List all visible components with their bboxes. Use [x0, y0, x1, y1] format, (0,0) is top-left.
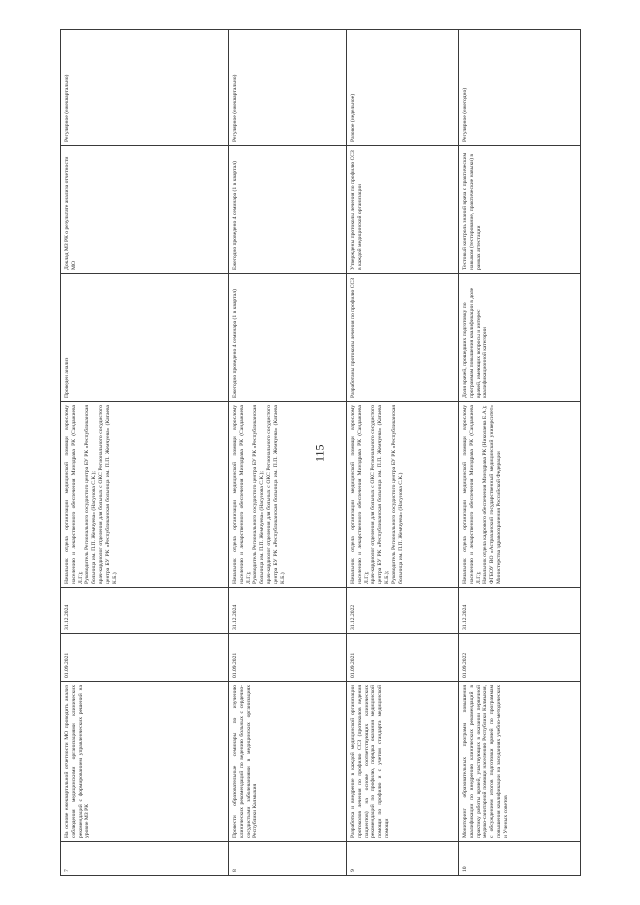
regularity: Разовое (недельное) [347, 30, 459, 146]
responsible-entry: Руководитель Регионального сосудистого центра БУ РК «Республиканская больница им. П.П. Жемчуева» (Насунова С.К.) [390, 405, 404, 584]
responsible-entry: Начальник отдела кадрового обеспечения Минздрава РК (Николаева Е.А.); [482, 405, 489, 584]
indicator: Тестовый контроль знаний врача с практическим навыком (тестирование, практические навыки) в рамках аттестации [459, 146, 581, 274]
event-description: Разработка и внедрение в каждой медицинской организации протоколов лечения по профилю ССЗ (протоколов ведения пациентов) на основе соответствующих клинических рекомендаций по профилю, порядка оказания медицинской помощи по профилю и с учетом стандарта медицинской помощи [347, 682, 459, 842]
responsible-entry: врач-кардиолог отделения для больных с ОКС Регионального сосудистого центра БУ РК «Республиканская больница им. П.П. Жемчуева» (Катаева К.Б.) [266, 405, 286, 584]
expected-result: Разработаны протоколы лечения по профилю ССЗ [347, 274, 459, 402]
responsible-entry: ФГБОУ ВО «Астраханский государственный медицинский университет» Министерства здравоохранения Российской Федерации [489, 405, 503, 584]
responsible-persons [347, 402, 459, 588]
start-date: 01.09.2021 [229, 634, 347, 682]
table-row [61, 30, 229, 876]
responsible-entry: Начальник отдела организации медицинской помощи взрослому населению и лекарственного обеспечения Минздрава РК (Сандажиева Л.Г.); [232, 405, 252, 584]
table-row [459, 30, 581, 876]
event-description: Мониторинг образовательных программ повышения квалификации по внедрению клинических рекомендаций в практику работы врачей, участвующих в оказании первичной медико-санитарной помощи населению Республики Калмыкия, с обсуждением итогов подготовки врачей по программам повышения квалификации на заседаниях учебно-методических и Ученых советов [459, 682, 581, 842]
responsible-entry: врач-кардиолог отделения для больных с ОКС Регионального сосудистого центра БУ РК «Республиканская больница им. П.П. Жемчуева» (Катаева К.Б.); [370, 405, 391, 584]
responsible-persons [459, 402, 581, 588]
end-date: 31.12.2024 [229, 588, 347, 634]
responsible-entry: Начальник отдела организации медицинской помощи взрослому населению и лекарственного обеспечения Минздрава РК (Сандажиева Л.Г.); [350, 405, 370, 584]
expected-result: Проведен анализ [61, 274, 229, 402]
table-row [347, 30, 459, 876]
start-date: 01.09.2021 [347, 634, 459, 682]
start-date: 01.09.2022 [459, 634, 581, 682]
responsible-entry: Руководитель Регионального сосудистого центра БУ РК «Республиканская больница им. П.П. Жемчуева» (Насунова С.К.); [84, 405, 98, 584]
row-number: 9 [347, 842, 459, 876]
end-date: 31.12.2024 [459, 588, 581, 634]
row-number: 7 [61, 842, 229, 876]
event-description: Провести образовательные семинары по изучению клинических рекомендаций по ведению больных с сердечно-сосудистыми заболеваниями в медицинских организациях Республики Калмыкия [229, 682, 347, 842]
responsible-entry: врач-кардиолог отделения для больных с ОКС Регионального сосудистого центра БУ РК «Республиканская больница им. П.П. Жемчуева» (Катаева К.Б.) [98, 405, 118, 584]
start-date: 01.09.2021 [61, 634, 229, 682]
regularity: Регулярное (ежегодно) [459, 30, 581, 146]
expected-result: Доля врачей, прошедших подготовку по программам повышения квалификации в доле врачей, имеющих вопросы и интерес квалификационной категории [459, 274, 581, 402]
responsible-persons [61, 402, 229, 588]
page-number: 115 [312, 444, 327, 462]
responsible-entry: Руководитель Регионального сосудистого центра БУ РК «Республиканская больница им. П.П. Жемчуева» (Насунова С.К.); [252, 405, 266, 584]
expected-result: Ежегодно проведено 4 семинара (1 в квартал) [229, 274, 347, 402]
regularity: Регулярное (ежеквартально) [61, 30, 229, 146]
responsible-entry: Начальник отдела организации медицинской помощи взрослому населению и лекарственного обеспечения Минздрава РК (Сандажиева Л.Г.); [64, 405, 84, 584]
indicator: Ежегодно проведено 4 семинара (1 в квартал) [229, 146, 347, 274]
end-date: 31.12.2024 [61, 588, 229, 634]
indicator: Доклад МЗ РК о результате анализа отчетности МО [61, 146, 229, 274]
indicator: Утверждены протоколы лечения по профилю ССЗ в каждой медицинской организации [347, 146, 459, 274]
row-number: 10 [459, 842, 581, 876]
row-number: 8 [229, 842, 347, 876]
end-date: 31.12.2022 [347, 588, 459, 634]
responsible-persons [229, 402, 347, 588]
event-description: На основе ежеквартальной отчетности МО проводить анализ соблюдения медицинскими организациями клинических рекомендаций с формированием управленческих решений на уровне МЗ РК [61, 682, 229, 842]
responsible-entry: Начальник отдела организации медицинской помощи взрослому населению и лекарственного обеспечения Минздрава РК (Сандажиева Л.Г.); [462, 405, 482, 584]
regularity: Регулярное (ежеквартально) [229, 30, 347, 146]
